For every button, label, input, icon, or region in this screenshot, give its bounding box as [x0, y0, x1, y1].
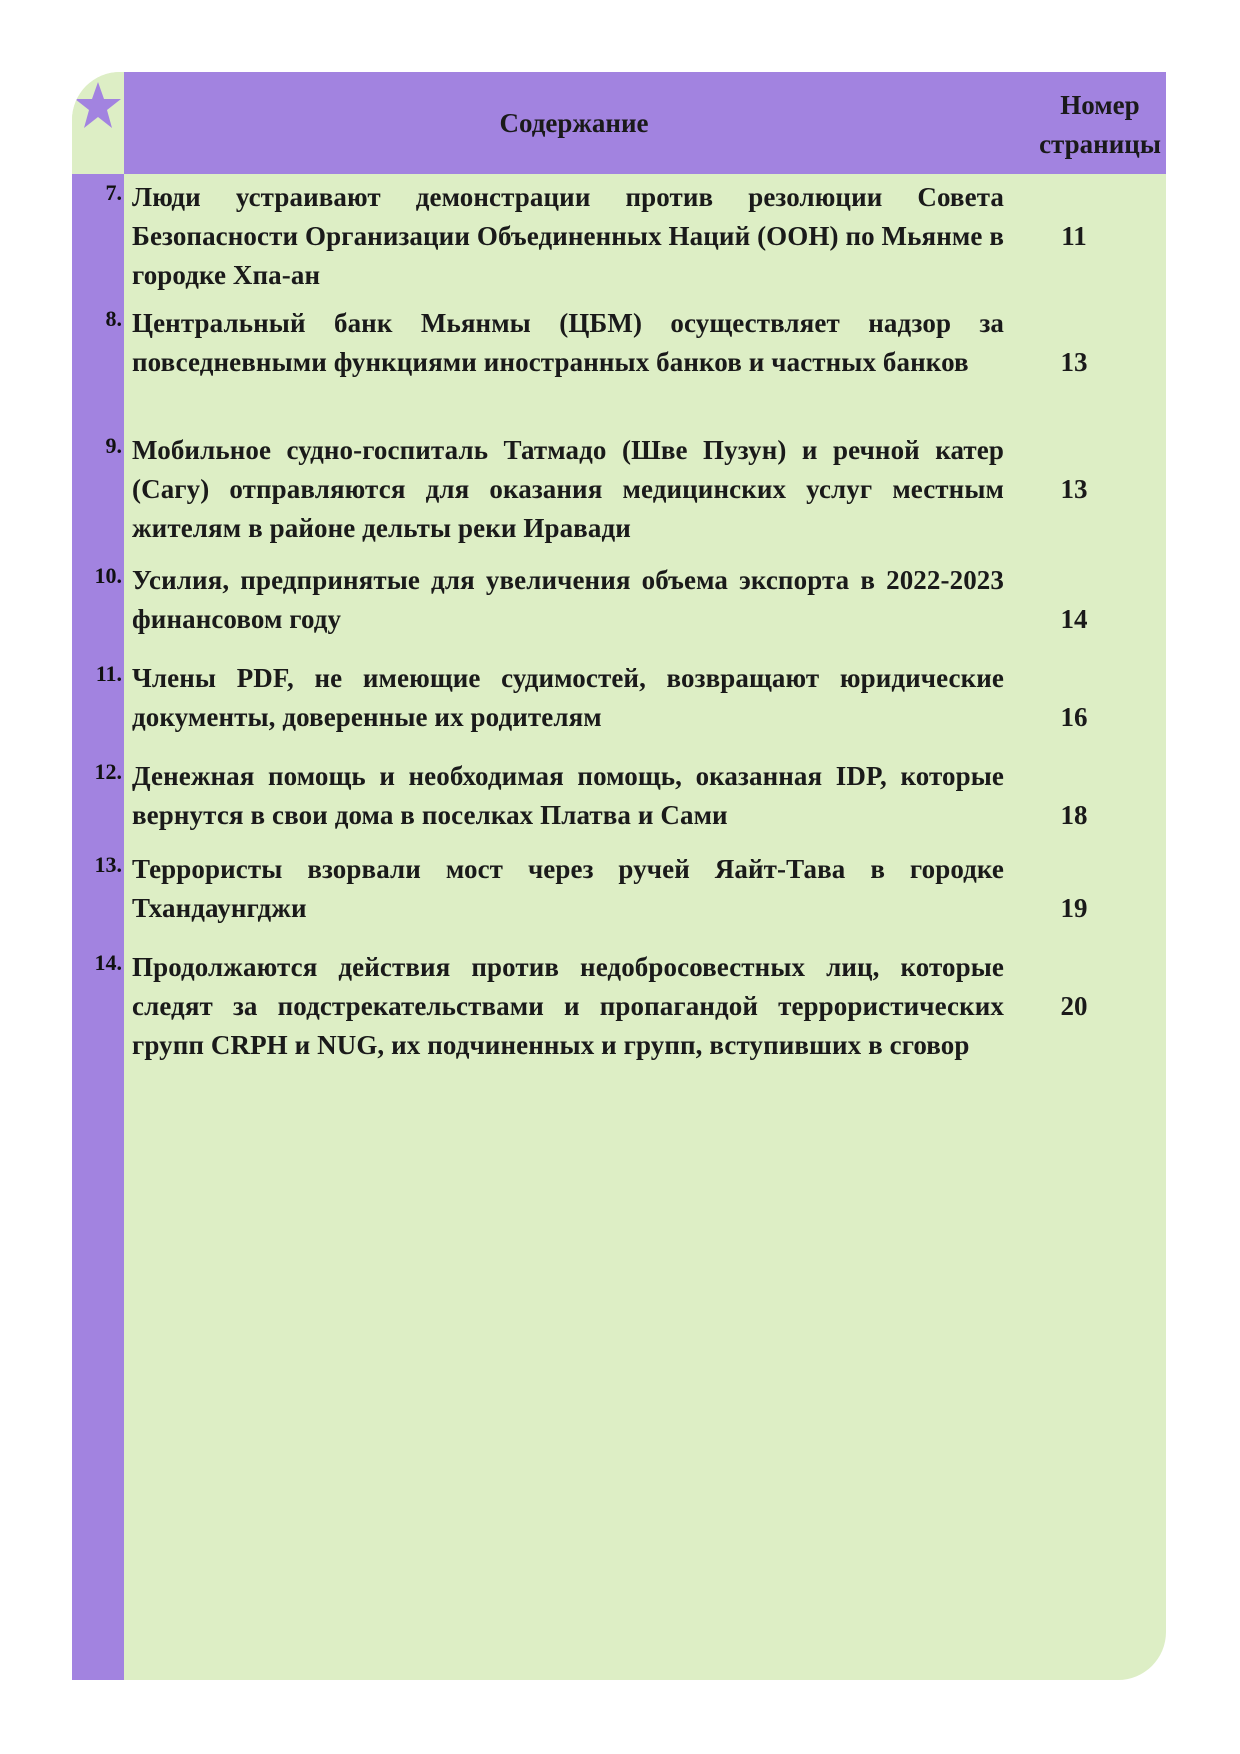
entry-page: 13 [1060, 347, 1088, 377]
toc-panel [72, 72, 1166, 1680]
entry-number: 12. [94, 759, 122, 784]
entry-title[interactable]: Усилия, предпринятые для увеличения объема экспорта в 2022-2023 финансовом году [132, 565, 1004, 634]
entry-number: 7. [105, 180, 122, 205]
entry-page: 18 [1060, 800, 1088, 830]
entry-page: 16 [1060, 702, 1088, 732]
entry-title[interactable]: Денежная помощь и необходимая помощь, оказанная IDP, которые вернутся в свои дома в поселках Платва и Сами [132, 761, 1004, 830]
entry-title[interactable]: Мобильное судно-госпиталь Татмадо (Шве Пузун) и речной катер (Сагу) отправляются для оказания медицинских услуг местным жителям в районе дельты реки Иравади [132, 435, 1004, 543]
entry-title[interactable]: Центральный банк Мьянмы (ЦБМ) осуществляет надзор за повседневными функциями иностранных банков и частных банков [132, 308, 1004, 377]
page-number-heading-line2: страницы [1039, 129, 1161, 159]
entry-page: 11 [1061, 221, 1087, 251]
entry-page: 20 [1060, 991, 1088, 1021]
side-strip [72, 174, 124, 1680]
entry-page: 19 [1060, 893, 1088, 923]
entry-title[interactable]: Члены PDF, не имеющие судимостей, возвращают юридические документы, доверенные их родителям [132, 663, 1004, 732]
entry-page: 14 [1060, 604, 1088, 634]
entry-number: 9. [105, 433, 122, 458]
entry-title[interactable]: Продолжаются действия против недобросовестных лиц, которые следят за подстрекательствами и пропагандой террористических групп CRPH и NUG, их подчиненных и групп, вступивших в сговор [132, 952, 1004, 1060]
entry-number: 8. [105, 306, 122, 331]
entry-number: 11. [95, 661, 122, 686]
page-number-heading-line1: Номер [1060, 90, 1140, 120]
toc-header [124, 72, 1166, 174]
entry-number: 14. [94, 950, 122, 975]
star-cell [72, 72, 124, 174]
star-icon [74, 80, 122, 132]
entry-page: 13 [1060, 474, 1088, 504]
page-number-heading [1034, 86, 1166, 164]
entry-title[interactable]: Люди устраивают демонстрации против резолюции Совета Безопасности Организации Объединенных Наций (ООН) по Мьянме в городке Хпа-ан [132, 182, 1004, 290]
entry-number: 10. [94, 563, 122, 588]
entry-title[interactable]: Террористы взорвали мост через ручей Яайт-Тава в городке Тхандаунгджи [132, 854, 1004, 923]
toc-title: Содержание [499, 107, 649, 138]
entry-number: 13. [94, 852, 122, 877]
